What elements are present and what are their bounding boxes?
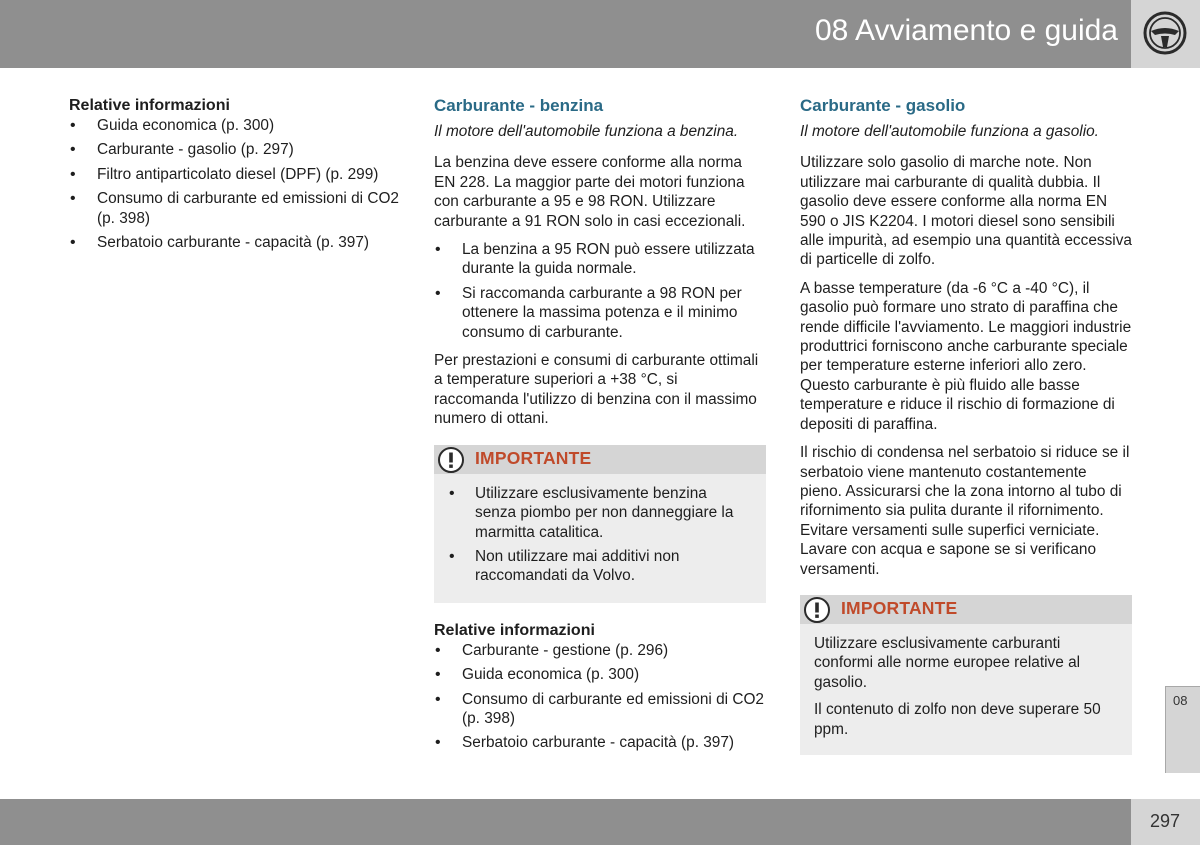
page-header [0,0,1200,68]
list-item[interactable]: • Guida economica (p. 300) [69,116,399,135]
steering-wheel-icon [1142,10,1188,56]
paragraph: Utilizzare solo gasolio di marche note. Non utilizzare mai carburante di qualità dubbia. Il gasolio deve essere conforme alla norma EN 590 o JIS K2204. I motori diesel sono sensibili alle impurità, ad esempio una quantità eccessiva di particelle di zolfo. [800,154,1132,269]
important-list [448,484,752,586]
column-related-info [69,96,399,261]
section-title-diesel: Carburante - gasolio [800,96,966,115]
section-intro: Il motore dell'automobile funziona a benzina. [434,123,739,140]
section-intro: Il motore dell'automobile funziona a gasolio. [800,123,1099,140]
list-item[interactable]: • Filtro antiparticolato diesel (DPF) (p. 299) [69,165,399,184]
page-number: 297 [1150,811,1181,831]
list-item: • Non utilizzare mai additivi non raccomandati da Volvo. [448,547,752,586]
important-label: IMPORTANTE [475,447,592,468]
list-item: • Si raccomanda carburante a 98 RON per ottenere la massima potenza e il minimo consumo di carburante. [434,284,766,342]
column-petrol [434,96,766,762]
list-item[interactable]: • Guida economica (p. 300) [434,665,766,684]
important-header [434,445,766,474]
page-footer [0,799,1200,845]
important-box [434,445,766,603]
paragraph: Il contenuto di zolfo non deve superare 50 ppm. [814,701,1101,738]
chapter-tab-label: 08 [1173,693,1188,708]
chapter-tab[interactable] [1165,686,1200,773]
list-item: • La benzina a 95 RON può essere utilizzata durante la guida normale. [434,240,766,279]
list-item[interactable]: • Serbatoio carburante - capacità (p. 397) [69,233,399,252]
paragraph: Il rischio di condensa nel serbatoio si riduce se il serbatoio viene mantenuto costantemente pieno. Assicurarsi che la zona intorno al tubo di rifornimento sia pulita durante il rifornimento. Evitare versamenti sulle superfici verniciate. Lavare con acqua e sapone se si verificano versamenti. [800,444,1130,578]
related-heading: Relative informazioni [434,621,595,639]
paragraph: La benzina deve essere conforme alla norma EN 228. La maggior parte dei motori funziona con carburante a 95 e 98 RON. Utilizzare carburante a 91 RON solo in casi eccezionali. [434,154,746,230]
paragraph: Utilizzare esclusivamente carburanti conformi alle norme europee relative al gasolio. [814,634,1081,691]
list-item[interactable]: • Carburante - gestione (p. 296) [434,641,766,660]
related-list [434,641,766,753]
list-item[interactable]: • Consumo di carburante ed emissioni di CO2 (p. 398) [434,690,766,729]
warning-icon [437,446,465,474]
paragraph: A basse temperature (da -6 °C a -40 °C), il gasolio può formare uno strato di paraffina che rende difficile l'avviamento. Le maggiori industrie produttrici forniscono anche carburante speciale per temperature esterne inferiori allo zero. Questo carburante è più fluido alle basse temperature e riduce il rischio di formazione di depositi di paraffina. [800,279,1132,433]
column-diesel [800,96,1132,773]
important-body [434,474,766,586]
list-item[interactable]: • Consumo di carburante ed emissioni di CO2 (p. 398) [69,189,399,228]
related-heading: Relative informazioni [69,97,230,114]
page-number-box [1131,799,1200,845]
chapter-icon-box [1131,0,1200,68]
bullet-list [434,240,766,342]
warning-icon [803,596,831,624]
list-item[interactable]: • Carburante - gasolio (p. 297) [69,140,399,159]
list-item[interactable]: • Serbatoio carburante - capacità (p. 397) [434,733,766,752]
section-title-petrol: Carburante - benzina [434,96,604,115]
important-label: IMPORTANTE [841,597,958,618]
related-list [69,116,399,252]
chapter-title: 08 Avviamento e guida [814,14,1118,47]
important-box [800,595,1132,755]
important-header [800,595,1132,624]
important-body [800,624,1132,739]
list-item: • Utilizzare esclusivamente benzina senza piombo per non danneggiare la marmitta catalitica. [448,484,752,542]
paragraph: Per prestazioni e consumi di carburante ottimali a temperature superiori a +38 °C, si raccomanda l'utilizzo di benzina con il massimo numero di ottani. [434,352,759,428]
